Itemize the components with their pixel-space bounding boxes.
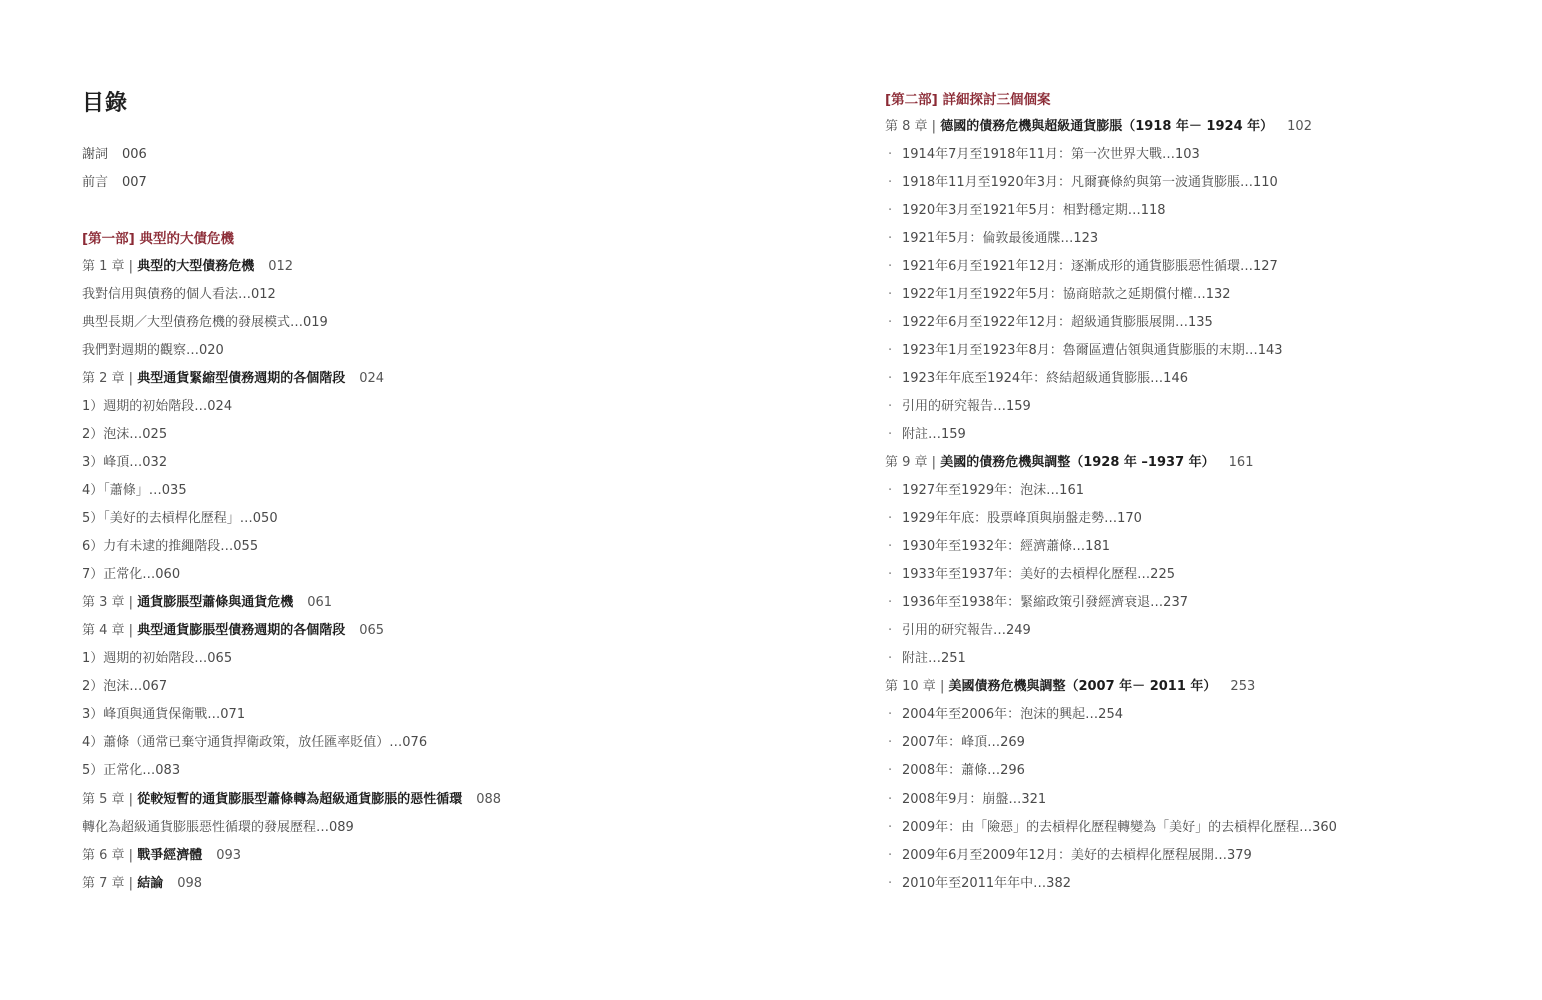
toc-bullet-item[interactable]: · 1922年1月至1922年5月：協商賠款之延期償付權…132 xyxy=(885,285,1231,305)
bullet-icon: · xyxy=(888,820,893,835)
toc-bullet-item[interactable]: · 2007年：峰頂…269 xyxy=(885,733,1025,753)
toc-bullet-item[interactable]: · 1933年至1937年：美好的去槓桿化歷程…225 xyxy=(885,565,1175,585)
toc-section[interactable]: 我們對週期的觀察…020 xyxy=(82,343,224,358)
toc-front-matter-acknowledgements[interactable]: 謝詞 006 xyxy=(82,147,147,162)
toc-section[interactable]: 4）「蕭條」…035 xyxy=(82,483,187,498)
bullet-icon: · xyxy=(888,539,893,554)
toc-section[interactable]: 2）泡沫…025 xyxy=(82,427,168,442)
toc-section[interactable]: 2）泡沫…067 xyxy=(82,679,168,694)
toc-bullet-item[interactable]: · 2009年6月至2009年12月：美好的去槓桿化歷程展開…379 xyxy=(885,846,1252,866)
toc-bullet-item[interactable]: · 1929年年底：股票峰頂與崩盤走勢…170 xyxy=(885,509,1142,529)
toc-bullet-item[interactable]: · 1930年至1932年：經濟蕭條…181 xyxy=(885,537,1110,557)
part-heading-1: [第一部] 典型的大債危機 xyxy=(82,231,235,247)
bullet-icon: · xyxy=(888,231,893,246)
part-heading-2: [第二部] 詳細探討三個個案 xyxy=(885,92,1051,108)
toc-bullet-item[interactable]: · 1922年6月至1922年12月：超級通貨膨脹展開…135 xyxy=(885,313,1213,333)
toc-bullet-item[interactable]: · 1921年6月至1921年12月：逐漸成形的通貨膨脹惡性循環…127 xyxy=(885,257,1278,277)
toc-bullet-item[interactable]: · 2008年：蕭條…296 xyxy=(885,761,1025,781)
bullet-icon: · xyxy=(888,848,893,863)
bullet-icon: · xyxy=(888,315,893,330)
bullet-icon: · xyxy=(888,567,893,582)
toc-chapter-4[interactable]: 第 4 章 | 典型通貨膨脹型債務週期的各個階段 065 xyxy=(82,623,385,638)
toc-chapter-8[interactable]: 第 8 章 | 德國的債務危機與超級通貨膨脹（1918 年－ 1924 年） 102 xyxy=(885,119,1312,134)
toc-section[interactable]: 7）正常化…060 xyxy=(82,567,181,582)
bullet-icon: · xyxy=(888,147,893,162)
toc-section[interactable]: 5）「美好的去槓桿化歷程」…050 xyxy=(82,511,278,526)
bullet-icon: · xyxy=(888,763,893,778)
bullet-icon: · xyxy=(888,259,893,274)
toc-chapter-10[interactable]: 第 10 章 | 美國債務危機與調整（2007 年－ 2011 年） 253 xyxy=(885,679,1256,694)
toc-bullet-item[interactable]: · 1921年5月：倫敦最後通牒…123 xyxy=(885,229,1098,249)
toc-bullet-item[interactable]: · 附註…251 xyxy=(885,649,966,669)
toc-chapter-5[interactable]: 第 5 章 | 從較短暫的通貨膨脹型蕭條轉為超級通貨膨脹的惡性循環 088 xyxy=(82,792,502,807)
toc-section[interactable]: 1）週期的初始階段…065 xyxy=(82,651,233,666)
bullet-icon: · xyxy=(888,287,893,302)
toc-section[interactable]: 4）蕭條（通常已棄守通貨捍衛政策，放任匯率貶值）…076 xyxy=(82,735,428,750)
toc-bullet-item[interactable]: · 1923年年底至1924年：終結超級通貨膨脹…146 xyxy=(885,369,1188,389)
toc-bullet-item[interactable]: · 2004年至2006年：泡沫的興起…254 xyxy=(885,705,1123,725)
bullet-icon: · xyxy=(888,735,893,750)
bullet-icon: · xyxy=(888,595,893,610)
toc-bullet-item[interactable]: · 1920年3月至1921年5月：相對穩定期…118 xyxy=(885,201,1166,221)
toc-bullet-item[interactable]: · 1918年11月至1920年3月：凡爾賽條約與第一波通貨膨脹…110 xyxy=(885,173,1278,193)
toc-bullet-item[interactable]: · 1927年至1929年：泡沫…161 xyxy=(885,481,1084,501)
bullet-icon: · xyxy=(888,203,893,218)
bullet-icon: · xyxy=(888,175,893,190)
toc-bullet-item[interactable]: · 1923年1月至1923年8月：魯爾區遭佔領與通貨膨脹的末期…143 xyxy=(885,341,1283,361)
toc-bullet-item[interactable]: · 2009年：由「險惡」的去槓桿化歷程轉變為「美好」的去槓桿化歷程…360 xyxy=(885,818,1337,838)
toc-chapter-9[interactable]: 第 9 章 | 美國的債務危機與調整（1928 年 –1937 年） 161 xyxy=(885,455,1254,470)
toc-chapter-7[interactable]: 第 7 章 | 結論 098 xyxy=(82,876,203,891)
toc-front-matter-preface[interactable]: 前言 007 xyxy=(82,175,147,190)
bullet-icon: · xyxy=(888,792,893,807)
toc-bullet-item[interactable]: · 附註…159 xyxy=(885,425,966,445)
toc-section[interactable]: 轉化為超級通貨膨脹惡性循環的發展歷程…089 xyxy=(82,820,354,835)
toc-section[interactable]: 3）峰頂與通貨保衛戰…071 xyxy=(82,707,246,722)
bullet-icon: · xyxy=(888,707,893,722)
toc-section[interactable]: 1）週期的初始階段…024 xyxy=(82,399,233,414)
toc-bullet-item[interactable]: · 引用的研究報告…159 xyxy=(885,397,1031,417)
toc-chapter-3[interactable]: 第 3 章 | 通貨膨脹型蕭條與通貨危機 061 xyxy=(82,595,333,610)
bullet-icon: · xyxy=(888,511,893,526)
bullet-icon: · xyxy=(888,399,893,414)
toc-section[interactable]: 典型長期／大型債務危機的發展模式…019 xyxy=(82,315,328,330)
page-title: 目錄 xyxy=(82,91,129,116)
bullet-icon: · xyxy=(888,427,893,442)
toc-section[interactable]: 6）力有未逮的推繩階段…055 xyxy=(82,539,259,554)
toc-chapter-1[interactable]: 第 1 章 | 典型的大型債務危機 012 xyxy=(82,259,294,274)
bullet-icon: · xyxy=(888,483,893,498)
toc-section[interactable]: 5）正常化…083 xyxy=(82,763,181,778)
bullet-icon: · xyxy=(888,651,893,666)
bullet-icon: · xyxy=(888,343,893,358)
toc-section[interactable]: 3）峰頂…032 xyxy=(82,455,168,470)
toc-section[interactable]: 我對信用與債務的個人看法…012 xyxy=(82,287,276,302)
toc-bullet-item[interactable]: · 2010年至2011年年中…382 xyxy=(885,874,1071,894)
toc-chapter-6[interactable]: 第 6 章 | 戰爭經濟體 093 xyxy=(82,848,242,863)
toc-bullet-item[interactable]: · 引用的研究報告…249 xyxy=(885,621,1031,641)
toc-chapter-2[interactable]: 第 2 章 | 典型通貨緊縮型債務週期的各個階段 024 xyxy=(82,371,385,386)
bullet-icon: · xyxy=(888,371,893,386)
toc-bullet-item[interactable]: · 1914年7月至1918年11月：第一次世界大戰…103 xyxy=(885,145,1200,165)
bullet-icon: · xyxy=(888,876,893,891)
toc-bullet-item[interactable]: · 1936年至1938年：緊縮政策引發經濟衰退…237 xyxy=(885,593,1188,613)
toc-bullet-item[interactable]: · 2008年9月：崩盤…321 xyxy=(885,790,1046,810)
bullet-icon: · xyxy=(888,623,893,638)
